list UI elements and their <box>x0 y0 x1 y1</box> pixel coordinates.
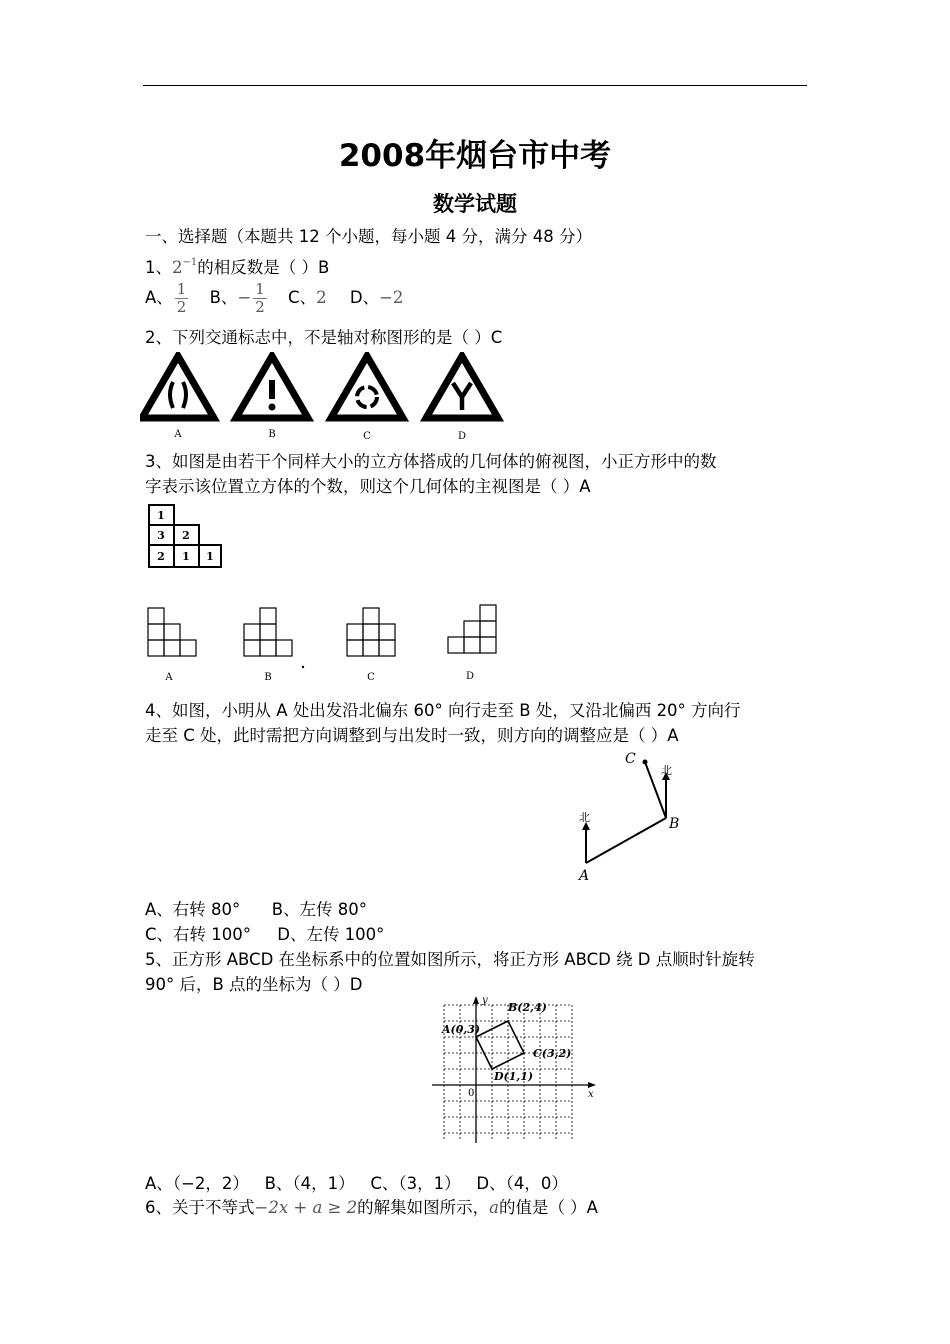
point-b-label: B(2,4) <box>508 1001 547 1014</box>
grid-cell-value: 1 <box>182 550 190 563</box>
question-3-stem-line-2: 字表示该位置立方体的个数，则这个几何体的主视图是（ ）A <box>145 477 591 496</box>
sign-label-c: C <box>363 431 371 442</box>
sign-label-b: B <box>268 429 276 440</box>
grid-cell-value: 3 <box>157 529 165 542</box>
page-subtitle: 数学试题 <box>433 192 517 216</box>
question-4-stem-line-1: 4、如图，小明从 A 处出发沿北偏东 60° 向行走至 B 处，又沿北偏西 20° 方向行 <box>145 701 741 720</box>
option-c-label: C、 <box>288 288 317 307</box>
north-label: 北 <box>661 764 672 777</box>
top-view-grid <box>145 502 225 572</box>
traffic-sign-d <box>426 356 498 418</box>
front-view-label-b: B <box>264 672 272 683</box>
question-5-options: A、（−2，2） B、（4，1） C、（3，1） D、（4，0） <box>145 1174 568 1193</box>
sign-label-a: A <box>174 429 182 440</box>
front-view-label-c: C <box>367 672 375 683</box>
option-b-label: B、 <box>209 288 238 307</box>
question-4-options-row-1: A、右转 80° B、左传 80° <box>145 900 368 919</box>
question-5-stem-line-2: 90° 后，B 点的坐标为（ ）D <box>145 975 363 994</box>
question-6-stem <box>145 1198 598 1218</box>
front-view-b <box>244 608 292 656</box>
x-axis-label: x <box>588 1089 594 1100</box>
point-c-label: C <box>625 751 636 767</box>
coordinate-plane-figure <box>428 995 603 1145</box>
question-1-options: A、 $\frac{1}{2}$ B、− $\frac{1}{2}$ C、2 D、−2 <box>145 280 404 316</box>
variable-a: a <box>489 1198 499 1217</box>
front-view-c <box>347 608 395 656</box>
top-rule <box>143 85 807 86</box>
question-4-stem-line-2: 走至 C 处，此时需把方向调整到与出发时一致，则方向的调整应是（ ）A <box>145 726 679 745</box>
y-axis-label: y <box>482 995 488 1006</box>
grid-cell-value: 1 <box>206 550 214 563</box>
traffic-signs-figure <box>140 352 510 447</box>
sign-label-d: D <box>457 431 467 442</box>
question-text: 6、关于不等式 <box>145 1198 255 1217</box>
front-view-a <box>148 608 196 656</box>
question-4-options-row-2: C、右转 100° D、左传 100° <box>145 925 385 944</box>
question-1-stem <box>145 253 329 278</box>
math-expression: $2^{-1}$ <box>172 257 198 277</box>
point-d-label: D(1,1) <box>494 1070 534 1083</box>
grid-cell-value: 2 <box>157 550 165 563</box>
option-b-fraction: $\frac{1}{2}$ <box>255 280 265 316</box>
grid-cell-value: 2 <box>182 529 190 542</box>
traffic-sign-c <box>331 356 403 418</box>
north-label: 北 <box>579 811 590 824</box>
front-view-label-d: D <box>465 671 475 682</box>
traffic-sign-a <box>142 356 214 418</box>
front-view-d <box>448 605 496 653</box>
question-3-stem-line-1: 3、如图是由若干个同样大小的立方体搭成的几何体的俯视图，小正方形中的数 <box>145 452 717 471</box>
point-c-label: C(3,2) <box>533 1047 572 1060</box>
point-a-label: A <box>579 868 590 884</box>
point-a-label: A(0,3) <box>442 1023 481 1036</box>
question-text: 的相反数是（ ）B <box>197 258 330 277</box>
option-d-value: −2 <box>379 288 404 307</box>
option-a-fraction: $\frac{1}{2}$ <box>176 280 187 316</box>
page-title: 2008年烟台市中考 <box>338 138 612 174</box>
traffic-sign-b <box>236 356 308 418</box>
front-view-options-figure <box>140 600 510 685</box>
question-text: 的解集如图所示， <box>357 1198 490 1217</box>
inequality-expression: −2x + a ≥ 2 <box>254 1198 358 1217</box>
direction-figure <box>570 748 690 888</box>
origin-label: 0 <box>468 1088 475 1099</box>
section-heading: 一、选择题（本题共 12 个小题，每小题 4 分，满分 48 分） <box>145 227 592 246</box>
question-number: 1、 <box>145 258 172 277</box>
option-a-label: A、 <box>145 288 173 307</box>
question-text: 的值是（ ）A <box>498 1198 598 1217</box>
point-b-label: B <box>669 816 680 832</box>
option-d-label: D、 <box>349 288 380 307</box>
question-5-stem-line-1: 5、正方形 ABCD 在坐标系中的位置如图所示，将正方形 ABCD 绕 D 点顺时针旋转 <box>145 950 755 969</box>
grid-cell-value: 1 <box>157 509 165 522</box>
question-2-stem: 2、下列交通标志中，不是轴对称图形的是（ ）C <box>145 328 503 347</box>
front-view-label-a: A <box>165 672 173 683</box>
option-c-value: 2 <box>316 288 327 307</box>
